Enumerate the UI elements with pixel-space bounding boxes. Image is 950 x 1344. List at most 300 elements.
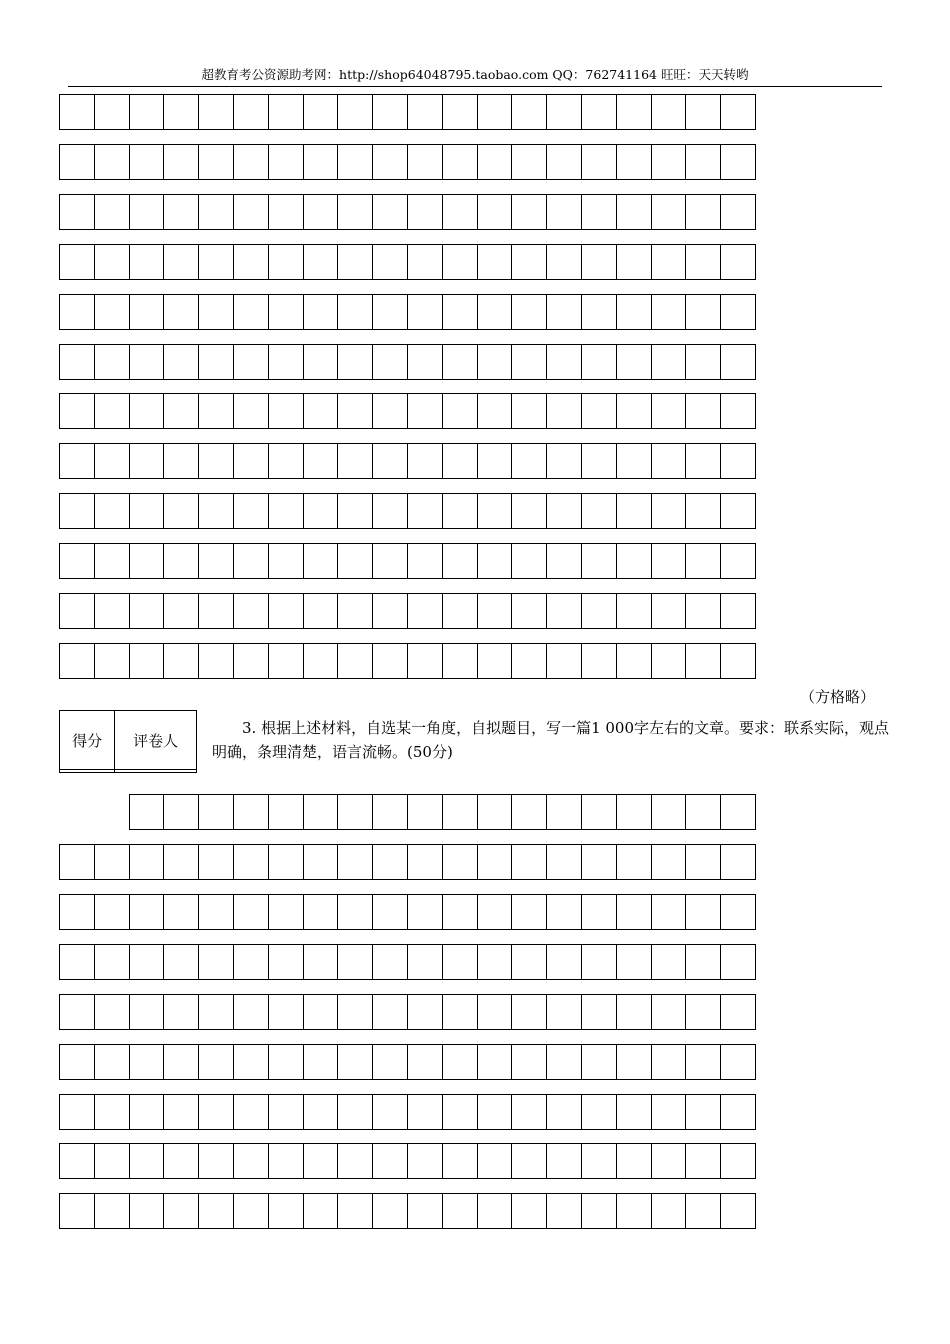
grid-cell[interactable] [582, 644, 617, 678]
grid-cell[interactable] [269, 245, 304, 279]
grid-cell[interactable] [304, 95, 339, 129]
grid-cell[interactable] [95, 345, 130, 379]
grid-cell[interactable] [269, 995, 304, 1029]
grid-cell[interactable] [130, 895, 165, 929]
grid-cell[interactable] [373, 544, 408, 578]
grid-cell[interactable] [234, 444, 269, 478]
grid-cell[interactable] [582, 1045, 617, 1079]
grid-cell[interactable] [652, 1144, 687, 1178]
grid-cell[interactable] [617, 394, 652, 428]
grid-cell[interactable] [234, 295, 269, 329]
grid-cell[interactable] [60, 394, 95, 428]
grid-cell[interactable] [304, 1045, 339, 1079]
grid-cell[interactable] [512, 494, 547, 528]
grid-cell[interactable] [582, 145, 617, 179]
grid-cell[interactable] [443, 1095, 478, 1129]
grid-cell[interactable] [269, 345, 304, 379]
grid-cell[interactable] [512, 145, 547, 179]
grid-cell[interactable] [269, 644, 304, 678]
grid-cell[interactable] [269, 1045, 304, 1079]
grid-cell[interactable] [338, 1095, 373, 1129]
grid-cell[interactable] [95, 145, 130, 179]
grid-cell[interactable] [373, 644, 408, 678]
grid-cell[interactable] [199, 945, 234, 979]
grid-cell[interactable] [652, 895, 687, 929]
grid-cell[interactable] [652, 494, 687, 528]
grid-cell[interactable] [164, 95, 199, 129]
grid-cell[interactable] [304, 594, 339, 628]
grid-cell[interactable] [686, 195, 721, 229]
grid-cell[interactable] [443, 594, 478, 628]
grid-cell[interactable] [304, 444, 339, 478]
grid-cell[interactable] [478, 1194, 513, 1228]
grid-cell[interactable] [686, 245, 721, 279]
grid-cell[interactable] [130, 295, 165, 329]
grid-cell[interactable] [512, 1194, 547, 1228]
grid-cell[interactable] [408, 1194, 443, 1228]
grid-cell[interactable] [512, 895, 547, 929]
grid-cell[interactable] [721, 895, 756, 929]
grid-cell[interactable] [199, 345, 234, 379]
grid-cell[interactable] [547, 494, 582, 528]
grid-cell[interactable] [478, 945, 513, 979]
grid-cell[interactable] [443, 245, 478, 279]
grid-cell[interactable] [721, 845, 756, 879]
grid-cell[interactable] [652, 544, 687, 578]
grid-cell[interactable] [686, 1095, 721, 1129]
grid-cell[interactable] [234, 245, 269, 279]
grid-cell[interactable] [582, 245, 617, 279]
grid-cell[interactable] [373, 494, 408, 528]
grid-cell[interactable] [269, 544, 304, 578]
grid-cell[interactable] [721, 145, 756, 179]
grid-cell[interactable] [443, 345, 478, 379]
grid-cell[interactable] [199, 895, 234, 929]
grid-cell[interactable] [478, 494, 513, 528]
grid-cell[interactable] [373, 444, 408, 478]
grid-cell[interactable] [652, 444, 687, 478]
grid-cell[interactable] [338, 1045, 373, 1079]
grid-cell[interactable] [234, 945, 269, 979]
grid-cell[interactable] [269, 795, 304, 829]
grid-cell[interactable] [164, 945, 199, 979]
grid-cell[interactable] [234, 1045, 269, 1079]
grid-cell[interactable] [234, 345, 269, 379]
grid-cell[interactable] [269, 895, 304, 929]
grid-cell[interactable] [547, 995, 582, 1029]
grid-cell[interactable] [443, 895, 478, 929]
grid-cell[interactable] [130, 945, 165, 979]
grid-cell[interactable] [652, 995, 687, 1029]
grid-cell[interactable] [443, 295, 478, 329]
grid-cell[interactable] [582, 995, 617, 1029]
grid-cell[interactable] [60, 1144, 95, 1178]
grid-cell[interactable] [617, 995, 652, 1029]
grid-cell[interactable] [408, 145, 443, 179]
grid-cell[interactable] [652, 245, 687, 279]
grid-cell[interactable] [512, 594, 547, 628]
grid-cell[interactable] [547, 945, 582, 979]
grid-cell[interactable] [582, 494, 617, 528]
grid-cell[interactable] [617, 895, 652, 929]
grid-cell[interactable] [443, 1144, 478, 1178]
grid-cell[interactable] [547, 795, 582, 829]
grid-cell[interactable] [547, 444, 582, 478]
grid-cell[interactable] [547, 1095, 582, 1129]
grid-cell[interactable] [408, 594, 443, 628]
grid-cell[interactable] [512, 444, 547, 478]
grid-cell[interactable] [130, 444, 165, 478]
grid-cell[interactable] [95, 1194, 130, 1228]
grid-cell[interactable] [60, 945, 95, 979]
grid-cell[interactable] [199, 995, 234, 1029]
grid-cell[interactable] [478, 795, 513, 829]
grid-cell[interactable] [617, 95, 652, 129]
grid-cell[interactable] [130, 845, 165, 879]
grid-cell[interactable] [408, 1095, 443, 1129]
grid-cell[interactable] [164, 295, 199, 329]
grid-cell[interactable] [304, 895, 339, 929]
grid-cell[interactable] [408, 245, 443, 279]
grid-cell[interactable] [652, 145, 687, 179]
grid-cell[interactable] [304, 945, 339, 979]
grid-cell[interactable] [512, 394, 547, 428]
grid-cell[interactable] [617, 594, 652, 628]
grid-cell[interactable] [304, 295, 339, 329]
grid-cell[interactable] [617, 845, 652, 879]
grid-cell[interactable] [130, 245, 165, 279]
grid-cell[interactable] [304, 995, 339, 1029]
grid-cell[interactable] [408, 945, 443, 979]
grid-cell[interactable] [408, 394, 443, 428]
grid-cell[interactable] [478, 444, 513, 478]
grid-cell[interactable] [617, 795, 652, 829]
grid-cell[interactable] [721, 544, 756, 578]
grid-cell[interactable] [478, 295, 513, 329]
grid-cell[interactable] [547, 1194, 582, 1228]
grid-cell[interactable] [617, 345, 652, 379]
grid-cell[interactable] [512, 1045, 547, 1079]
grid-cell[interactable] [373, 1095, 408, 1129]
grid-cell[interactable] [304, 845, 339, 879]
grid-cell[interactable] [721, 494, 756, 528]
grid-cell[interactable] [304, 644, 339, 678]
grid-cell[interactable] [652, 795, 687, 829]
grid-cell[interactable] [686, 845, 721, 879]
grid-cell[interactable] [373, 394, 408, 428]
grid-cell[interactable] [338, 95, 373, 129]
grid-cell[interactable] [512, 945, 547, 979]
grid-cell[interactable] [338, 295, 373, 329]
grid-cell[interactable] [304, 394, 339, 428]
grid-cell[interactable] [443, 544, 478, 578]
grid-cell[interactable] [199, 644, 234, 678]
grid-cell[interactable] [547, 1144, 582, 1178]
grid-cell[interactable] [652, 345, 687, 379]
grid-cell[interactable] [443, 394, 478, 428]
grid-cell[interactable] [617, 494, 652, 528]
grid-cell[interactable] [443, 444, 478, 478]
grid-cell[interactable] [721, 1144, 756, 1178]
grid-cell[interactable] [60, 1045, 95, 1079]
grid-cell[interactable] [304, 544, 339, 578]
grid-cell[interactable] [443, 195, 478, 229]
grid-cell[interactable] [512, 995, 547, 1029]
grid-cell[interactable] [617, 195, 652, 229]
grid-cell[interactable] [686, 494, 721, 528]
grid-cell[interactable] [443, 945, 478, 979]
grid-cell[interactable] [443, 795, 478, 829]
grid-cell[interactable] [164, 345, 199, 379]
grid-cell[interactable] [60, 444, 95, 478]
grid-cell[interactable] [234, 1144, 269, 1178]
grid-cell[interactable] [686, 345, 721, 379]
grid-cell[interactable] [547, 145, 582, 179]
grid-cell[interactable] [164, 1144, 199, 1178]
grid-cell[interactable] [269, 95, 304, 129]
grid-cell[interactable] [373, 95, 408, 129]
grid-cell[interactable] [60, 845, 95, 879]
grid-cell[interactable] [199, 845, 234, 879]
grid-cell[interactable] [269, 145, 304, 179]
grid-cell[interactable] [408, 345, 443, 379]
grid-cell[interactable] [304, 245, 339, 279]
grid-cell[interactable] [60, 494, 95, 528]
grid-cell[interactable] [199, 1194, 234, 1228]
grid-cell[interactable] [582, 394, 617, 428]
grid-cell[interactable] [582, 1144, 617, 1178]
grid-cell[interactable] [686, 1045, 721, 1079]
grid-cell[interactable] [95, 195, 130, 229]
grid-cell[interactable] [478, 345, 513, 379]
grid-cell[interactable] [199, 444, 234, 478]
grid-cell[interactable] [547, 295, 582, 329]
grid-cell[interactable] [617, 1045, 652, 1079]
grid-cell[interactable] [547, 644, 582, 678]
grid-cell[interactable] [164, 644, 199, 678]
grid-cell[interactable] [408, 845, 443, 879]
grid-cell[interactable] [338, 145, 373, 179]
grid-cell[interactable] [721, 295, 756, 329]
grid-cell[interactable] [373, 795, 408, 829]
grid-cell[interactable] [547, 1045, 582, 1079]
grid-cell[interactable] [408, 444, 443, 478]
grid-cell[interactable] [130, 394, 165, 428]
grid-cell[interactable] [130, 195, 165, 229]
grid-cell[interactable] [130, 145, 165, 179]
grid-cell[interactable] [582, 845, 617, 879]
grid-cell[interactable] [721, 1194, 756, 1228]
grid-cell[interactable] [686, 995, 721, 1029]
grid-cell[interactable] [408, 1045, 443, 1079]
grid-cell[interactable] [617, 444, 652, 478]
grid-cell[interactable] [95, 1045, 130, 1079]
grid-cell[interactable] [60, 295, 95, 329]
grid-cell[interactable] [686, 95, 721, 129]
grid-cell[interactable] [582, 1095, 617, 1129]
score-cell[interactable] [60, 770, 115, 773]
grid-cell[interactable] [164, 444, 199, 478]
grid-cell[interactable] [547, 544, 582, 578]
grid-cell[interactable] [234, 594, 269, 628]
grid-cell[interactable] [721, 345, 756, 379]
grid-cell[interactable] [95, 295, 130, 329]
grid-cell[interactable] [338, 845, 373, 879]
grid-cell[interactable] [338, 245, 373, 279]
grid-cell[interactable] [95, 594, 130, 628]
grid-cell[interactable] [269, 1194, 304, 1228]
grid-cell[interactable] [269, 394, 304, 428]
grid-cell[interactable] [199, 1045, 234, 1079]
grid-cell[interactable] [234, 394, 269, 428]
grid-cell[interactable] [373, 1045, 408, 1079]
grid-cell[interactable] [234, 845, 269, 879]
grid-cell[interactable] [373, 195, 408, 229]
grid-cell[interactable] [269, 1095, 304, 1129]
grid-cell[interactable] [478, 845, 513, 879]
grid-cell[interactable] [95, 995, 130, 1029]
grid-cell[interactable] [199, 494, 234, 528]
grid-cell[interactable] [547, 245, 582, 279]
grid-cell[interactable] [234, 644, 269, 678]
grid-cell[interactable] [164, 1194, 199, 1228]
grid-cell[interactable] [547, 845, 582, 879]
grid-cell[interactable] [199, 544, 234, 578]
grid-cell[interactable] [408, 544, 443, 578]
grid-cell[interactable] [478, 145, 513, 179]
grid-cell[interactable] [478, 594, 513, 628]
grid-cell[interactable] [721, 594, 756, 628]
grid-cell[interactable] [686, 145, 721, 179]
grid-cell[interactable] [686, 295, 721, 329]
grid-cell[interactable] [164, 594, 199, 628]
grid-cell[interactable] [338, 494, 373, 528]
grid-cell[interactable] [512, 295, 547, 329]
grid-cell[interactable] [686, 795, 721, 829]
grid-cell[interactable] [164, 1045, 199, 1079]
grid-cell[interactable] [130, 644, 165, 678]
grid-cell[interactable] [164, 1095, 199, 1129]
grid-cell[interactable] [234, 95, 269, 129]
grid-cell[interactable] [652, 644, 687, 678]
grid-cell[interactable] [582, 594, 617, 628]
grid-cell[interactable] [304, 195, 339, 229]
grid-cell[interactable] [338, 444, 373, 478]
grid-cell[interactable] [164, 195, 199, 229]
grid-cell[interactable] [373, 594, 408, 628]
grid-cell[interactable] [130, 795, 165, 829]
grid-cell[interactable] [130, 995, 165, 1029]
grid-cell[interactable] [582, 295, 617, 329]
grid-cell[interactable] [617, 295, 652, 329]
grid-cell[interactable] [443, 995, 478, 1029]
grid-cell[interactable] [721, 394, 756, 428]
grid-cell[interactable] [304, 1095, 339, 1129]
grid-cell[interactable] [582, 95, 617, 129]
grid-cell[interactable] [164, 145, 199, 179]
grid-cell[interactable] [130, 1144, 165, 1178]
grid-cell[interactable] [234, 895, 269, 929]
grid-cell[interactable] [617, 644, 652, 678]
grid-cell[interactable] [95, 945, 130, 979]
grid-cell[interactable] [338, 195, 373, 229]
grid-cell[interactable] [130, 594, 165, 628]
grid-cell[interactable] [582, 544, 617, 578]
grid-cell[interactable] [95, 494, 130, 528]
grid-cell[interactable] [582, 945, 617, 979]
grid-cell[interactable] [617, 1194, 652, 1228]
grid-cell[interactable] [95, 895, 130, 929]
grid-cell[interactable] [652, 95, 687, 129]
grid-cell[interactable] [95, 95, 130, 129]
grid-cell[interactable] [199, 295, 234, 329]
grid-cell[interactable] [547, 394, 582, 428]
grid-cell[interactable] [512, 644, 547, 678]
grid-cell[interactable] [199, 95, 234, 129]
grid-cell[interactable] [199, 195, 234, 229]
grid-cell[interactable] [443, 845, 478, 879]
grid-cell[interactable] [443, 494, 478, 528]
grid-cell[interactable] [686, 644, 721, 678]
grid-cell[interactable] [60, 644, 95, 678]
grid-cell[interactable] [478, 195, 513, 229]
grid-cell[interactable] [652, 1045, 687, 1079]
grid-cell[interactable] [338, 345, 373, 379]
grid-cell[interactable] [304, 1144, 339, 1178]
grid-cell[interactable] [721, 945, 756, 979]
grid-cell[interactable] [234, 995, 269, 1029]
grid-cell[interactable] [478, 544, 513, 578]
grid-cell[interactable] [95, 845, 130, 879]
grid-cell[interactable] [686, 394, 721, 428]
grid-cell[interactable] [164, 245, 199, 279]
grid-cell[interactable] [164, 895, 199, 929]
grid-cell[interactable] [617, 145, 652, 179]
grid-cell[interactable] [547, 95, 582, 129]
grid-cell[interactable] [269, 845, 304, 879]
grid-cell[interactable] [338, 544, 373, 578]
grid-cell[interactable] [512, 245, 547, 279]
grid-cell[interactable] [373, 1194, 408, 1228]
grid-cell[interactable] [652, 295, 687, 329]
grid-cell[interactable] [686, 895, 721, 929]
grid-cell[interactable] [199, 394, 234, 428]
grid-cell[interactable] [60, 1095, 95, 1129]
grid-cell[interactable] [408, 95, 443, 129]
grid-cell[interactable] [60, 544, 95, 578]
grid-cell[interactable] [269, 195, 304, 229]
grid-cell[interactable] [582, 1194, 617, 1228]
grid-cell[interactable] [686, 594, 721, 628]
grid-cell[interactable] [95, 394, 130, 428]
grid-cell[interactable] [164, 795, 199, 829]
grid-cell[interactable] [686, 1194, 721, 1228]
grid-cell[interactable] [512, 1095, 547, 1129]
grid-cell[interactable] [338, 644, 373, 678]
grid-cell[interactable] [582, 195, 617, 229]
grid-cell[interactable] [617, 245, 652, 279]
grid-cell[interactable] [373, 245, 408, 279]
grid-cell[interactable] [408, 195, 443, 229]
grid-cell[interactable] [60, 1194, 95, 1228]
grid-cell[interactable] [269, 1144, 304, 1178]
grid-cell[interactable] [512, 845, 547, 879]
grid-cell[interactable] [60, 594, 95, 628]
grid-cell[interactable] [478, 1045, 513, 1079]
grid-cell[interactable] [721, 644, 756, 678]
grid-cell[interactable] [408, 644, 443, 678]
grid-cell[interactable] [304, 145, 339, 179]
